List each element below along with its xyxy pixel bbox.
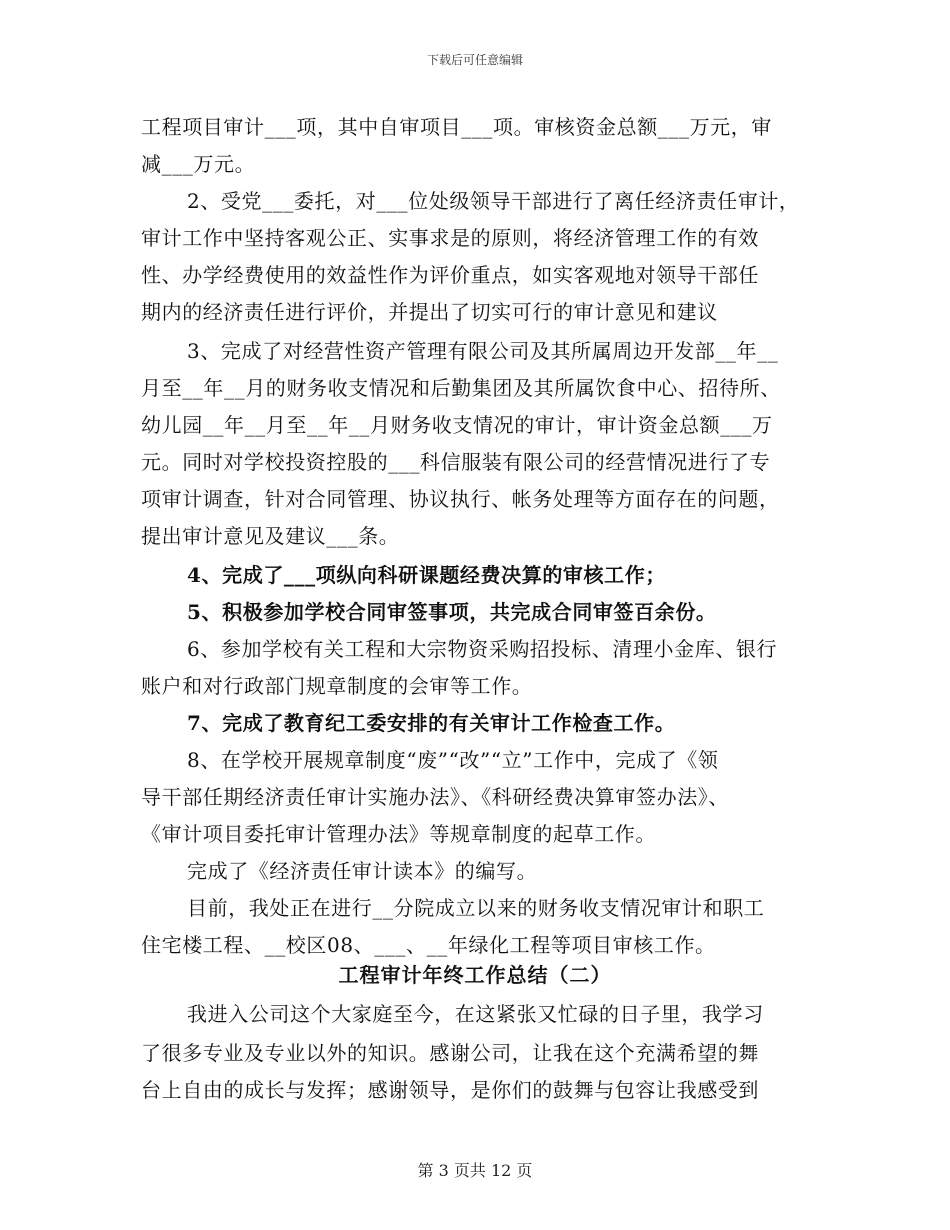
paragraph-line: 月至__年__月的财务收支情况和后勤集团及其所属饮食中心、招待所、 [141,376,781,400]
paragraph-line: 我进入公司这个大家庭至今，在这紧张又忙碌的日子里，我学习 [187,1002,764,1026]
paragraph-line-bold: 5、积极参加学校合同审签事项，共完成合同审签百余份。 [187,600,717,624]
paragraph-line: 元。同时对学校投资控股的___科信服装有限公司的经营情况进行了专 [141,450,771,474]
paragraph-line: 目前，我处正在进行__分院成立以来的财务收支情况审计和职工 [187,896,765,920]
paragraph-line-bold: 4、完成了___项纵向科研课题经费决算的审核工作； [187,563,666,587]
paragraph-line: 审计工作中坚持客观公正、实事求是的原则，将经济管理工作的有效 [141,226,759,250]
paragraph-line: 完成了《经济责任审计读本》的编写。 [187,859,538,883]
paragraph-line: 2、受党___委托，对___位处级领导干部进行了离任经济责任审计， [187,189,800,213]
paragraph-line: 8、在学校开展规章制度“废”“改”“立”工作中，完成了《领 [187,748,719,772]
section-title: 工程审计年终工作总结（二） [338,963,612,987]
paragraph-line: 账户和对行政部门规章制度的会审等工作。 [141,674,533,698]
paragraph-line: 提出审计意见及建议___条。 [141,524,400,548]
paragraph-line: 工程项目审计___项，其中自审项目___项。审核资金总额___万元，审 [141,115,772,139]
paragraph-line: 了很多专业及专业以外的知识。感谢公司，让我在这个充满希望的舞 [141,1041,759,1065]
paragraph-line-bold: 7、完成了教育纪工委安排的有关审计工作检查工作。 [187,711,676,735]
paragraph-line: 3、完成了对经营性资产管理有限公司及其所属周边开发部__年__ [187,339,779,363]
paragraph-line: 减___万元。 [141,152,256,176]
paragraph-line: 性、办学经费使用的效益性作为评价重点，如实客观地对领导干部任 [141,263,759,287]
paragraph-line: 期内的经济责任进行评价，并提出了切实可行的审计意见和建议 [141,300,718,324]
paragraph-line: 住宅楼工程、__校区08、___、__年绿化工程等项目审核工作。 [141,933,716,957]
paragraph-line: 6、参加学校有关工程和大宗物资采购招投标、清理小金库、银行 [187,637,778,661]
paragraph-line: 导干部任期经济责任审计实施办法》、《科研经费决算审签办法》、 [141,785,729,809]
paragraph-line: 《审计项目委托审计管理办法》等规章制度的起草工作。 [141,822,656,846]
paragraph-line: 台上自由的成长与发挥；感谢领导，是你们的鼓舞与包容让我感受到 [141,1078,759,1102]
page-header: 下载后可任意编辑 [426,53,523,67]
paragraph-line: 幼儿园__年__月至__年__月财务收支情况的审计，审计资金总额___万 [141,413,773,437]
paragraph-line: 项审计调查，针对合同管理、协议执行、帐务处理等方面存在的问题， [141,487,780,511]
page-footer: 第 3 页共 12 页 [417,1161,533,1180]
